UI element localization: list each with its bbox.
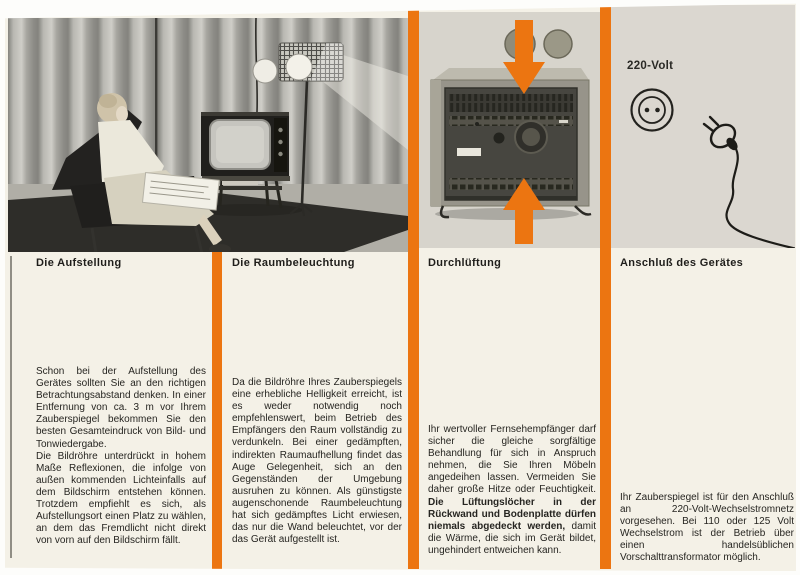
lamp-globe <box>253 59 277 83</box>
paragraph <box>428 424 596 557</box>
living-room-photo <box>8 18 408 252</box>
paragraph: Ihr Zauberspiegel ist für den Anschluß an 220-Volt-Wechselstromnetz vorgesehen. Bei 110 oder 125 Volt Wechselstrom ist der Betrieb über einen handelsüblichen Vorschalttransformator möglich. <box>620 492 794 564</box>
body-text-aufstellung <box>36 366 206 547</box>
column-heading-anschluss: Anschluß des Gerätes <box>620 257 744 269</box>
tv-rear-cabinet <box>431 68 591 220</box>
column-heading-aufstellung: Die Aufstellung <box>36 257 122 269</box>
body-text-raumbeleuchtung <box>232 377 402 546</box>
small-knob <box>494 133 505 144</box>
living-room-illustration <box>8 18 408 252</box>
column-heading-durchlueftung: Durchlüftung <box>428 257 502 269</box>
body-text-durchlueftung <box>428 424 596 557</box>
mains-connection-drawing <box>611 5 795 248</box>
page-fold-line <box>10 256 12 558</box>
column-heading-raumbeleuchtung: Die Raumbeleuchtung <box>232 257 355 269</box>
paragraph: Schon bei der Aufstellung des Gerätes sollten Sie an den richtigen Betrachtungsabstand denken. In einer Entfernung von ca. 3 m vor Ihrem Zauberspiegel bekommen Sie den besten Gesamteindruck von Bild- und Tonwiedergabe. <box>36 366 206 450</box>
ventilation-illustration <box>419 12 600 248</box>
bottom-vent-slots <box>449 178 573 190</box>
lamp-globe <box>286 54 312 80</box>
mid-vent-slots <box>449 116 573 126</box>
paragraph: Da die Bildröhre Ihres Zauberspiegels eine erhebliche Helligkeit erreicht, ist es weder notwendig noch empfehlenswert, beim Betrieb des Empfängers den Raum vollständig zu verdunkeln. Bei einer gedämpften, indirekten Raumaufhellung findet das Auge Gelegenheit, sich an den Gegenständen der Umgebung ausruhen zu können. Als günstigste augenschonende Raumbeleuchtung hat sich gedämpftes Licht erwiesen, das nur die Wand beleuchtet, vor der das Gerät aufgestellt ist. <box>232 377 402 546</box>
knob-ball <box>544 30 572 58</box>
tv-rear-photo <box>419 12 600 248</box>
orange-divider-bar <box>408 8 419 569</box>
type-label <box>457 148 481 156</box>
top-vent-slots <box>449 94 573 112</box>
orange-divider-bar <box>600 5 611 569</box>
body-text-anschluss <box>620 492 794 565</box>
paragraph: Die Bildröhre unterdrückt in hohem Maße Reflexionen, die infolge von außen kommenden Lichteinfalls auf dem Bildschirm entstehen können. Trotzdem empfiehlt es sich, als Aufstellungsort einen Platz zu wählen, an dem das Fremdlicht nicht direkt von vorn auf den Bildschirm fällt. <box>36 450 206 547</box>
socket-plug-illustration <box>611 5 795 248</box>
text-tail: damit die Wärme, die sich im Gerät bildet, ungehindert entweichen kann. <box>428 520 596 556</box>
orange-divider-bar <box>212 252 222 569</box>
scan-edge-left <box>0 0 5 575</box>
text-bold-warning: Die Lüftungslöcher in der Rückwand und Bodenplatte dürfen niemals abgedeckt werden, <box>428 496 596 532</box>
voltage-label: 220-Volt <box>627 60 674 72</box>
scan-edge-right <box>796 0 800 575</box>
woman-face <box>116 106 128 122</box>
text-lead: Ihr wertvoller Fernsehempfänger darf sicher die gleiche sorgfältige Behandlung für sich in Anspruch nehmen, die Sie Ihren Möbeln angedeihen lassen. Vermeiden Sie daher große Hitze oder Feuchtigkeit. <box>428 424 596 496</box>
